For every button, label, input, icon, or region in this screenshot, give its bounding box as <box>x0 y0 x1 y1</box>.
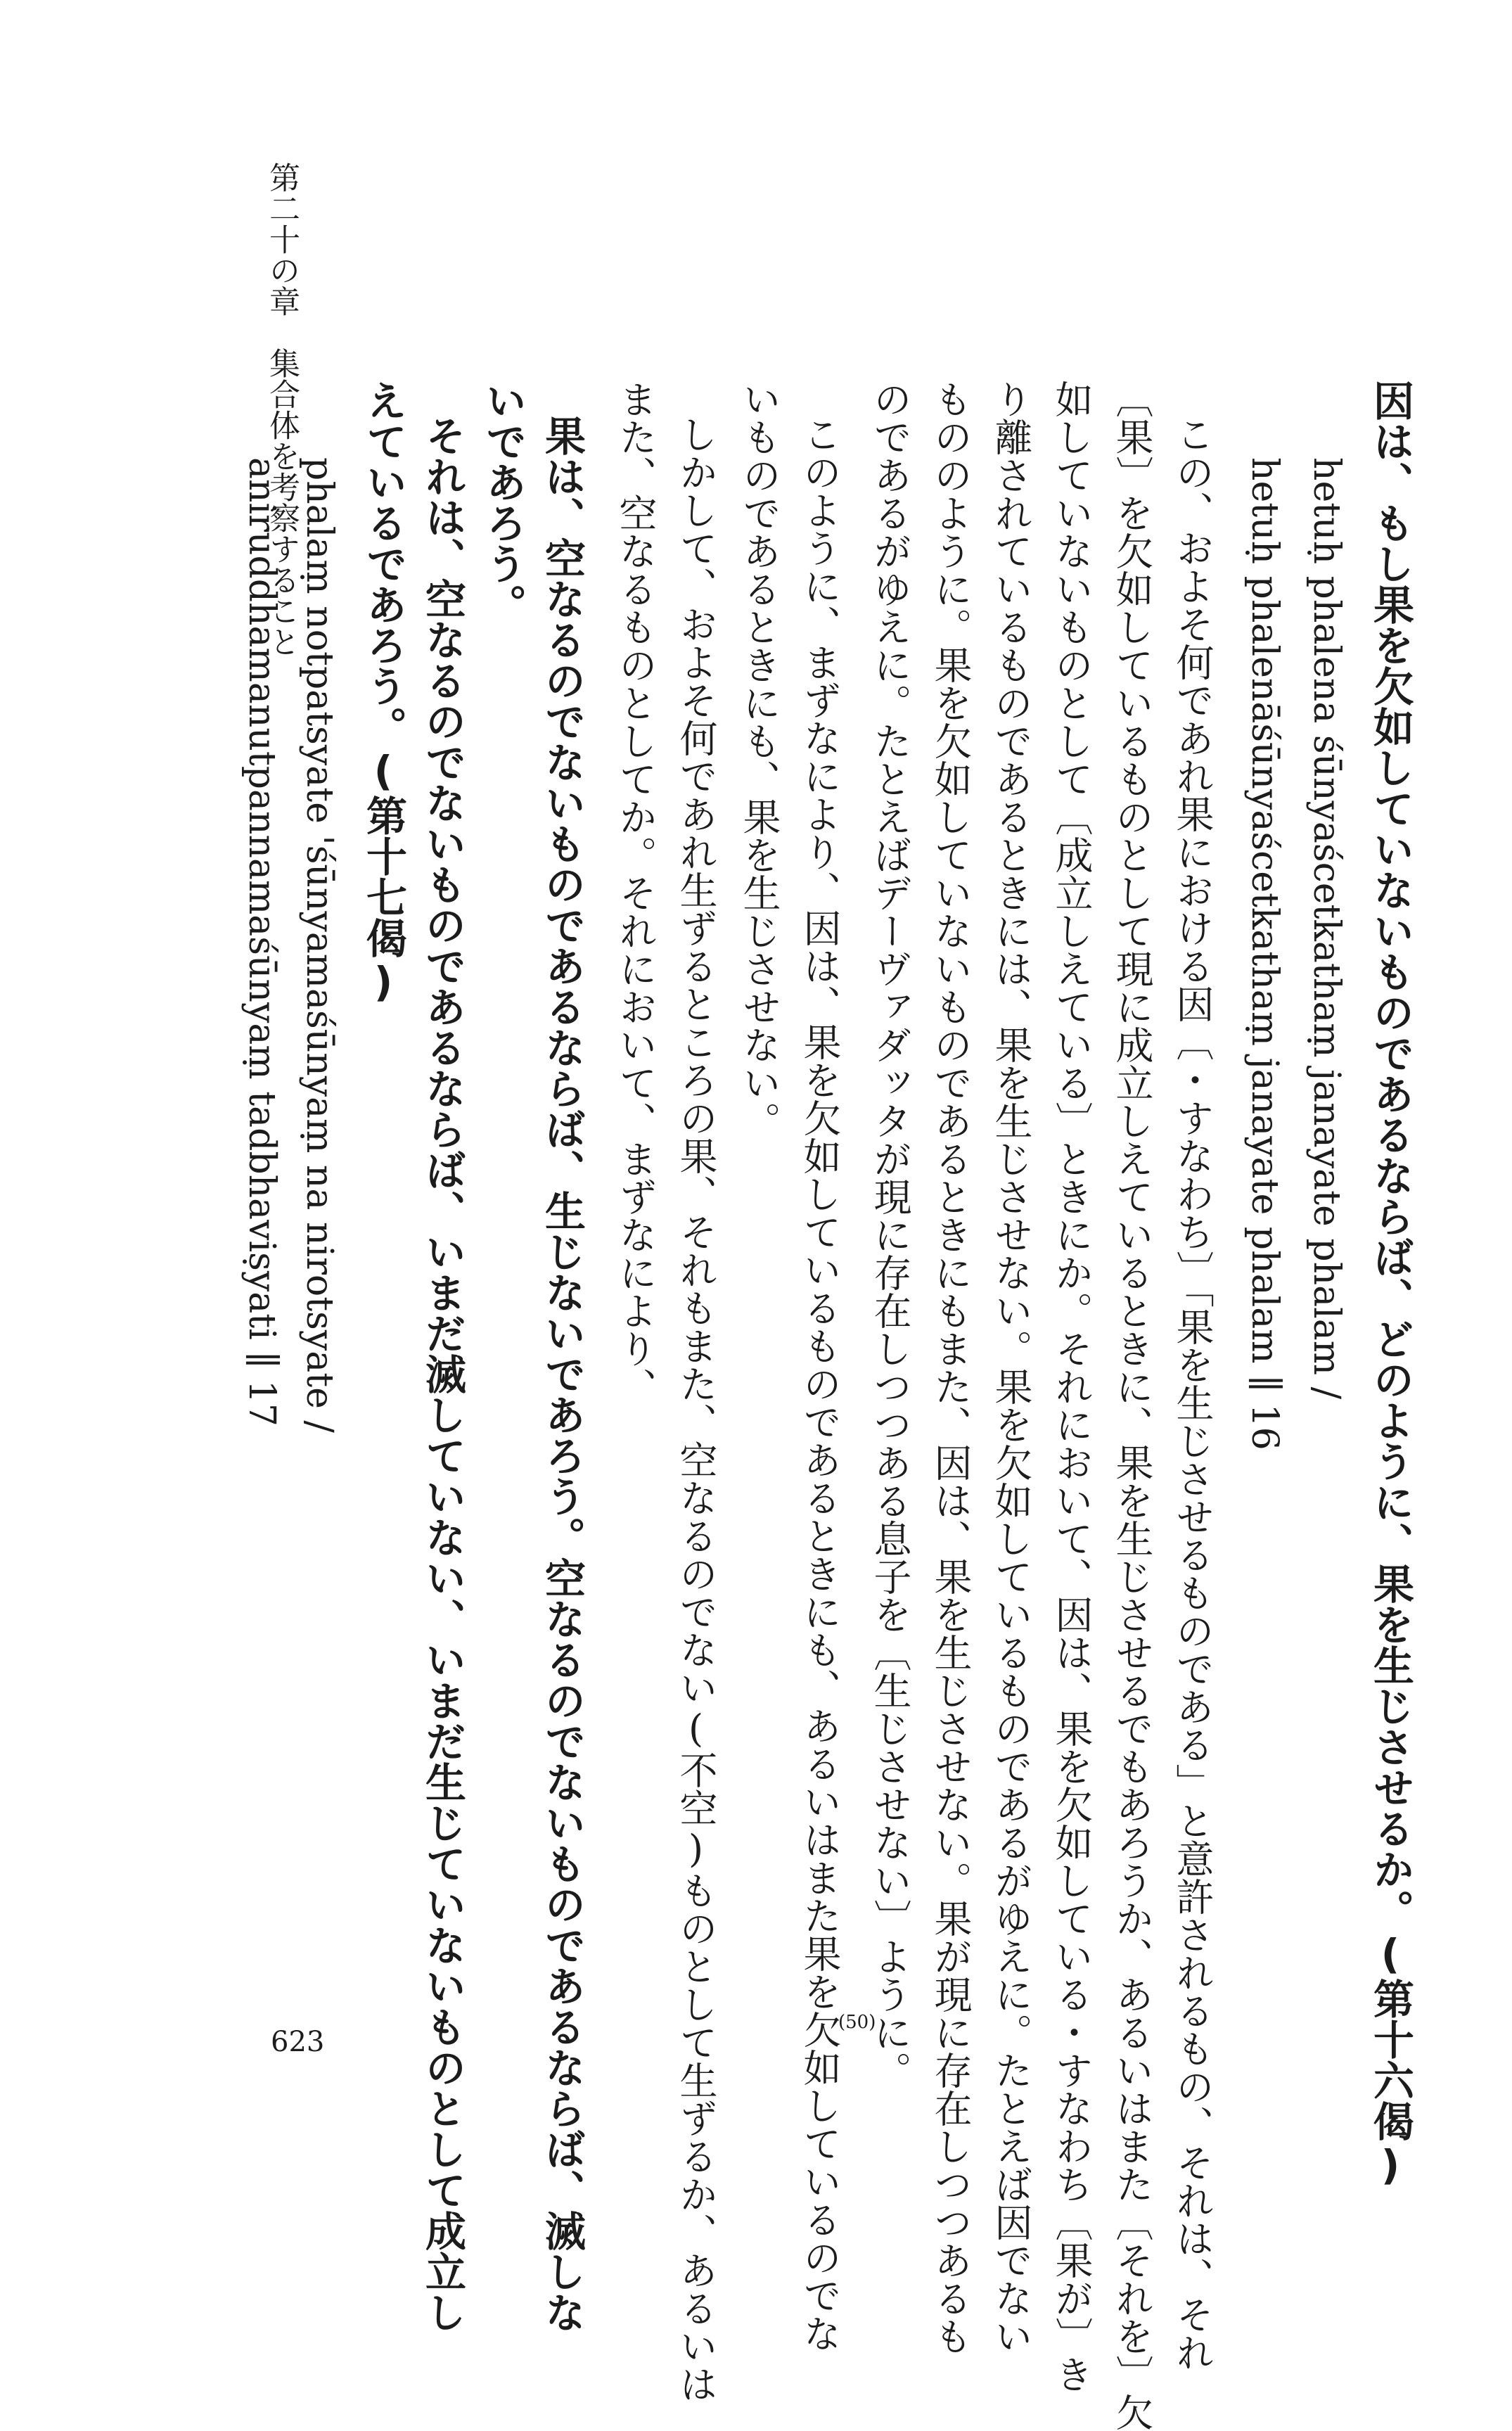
commentary-16-line-6: のであるがゆえに。たとえばデーヴァダッタが現に存在しつつある息子を〔生じさせない〕ように。 <box>868 380 912 2089</box>
verse-17-line-2: いであろう。 <box>479 380 527 625</box>
middle-mark: (50) <box>838 2012 876 2033</box>
commentary-16b-line-1: このように、まずなにより、因は、果を欠如しているものであるときにも、あるいはまた果を欠如しているのでな <box>797 415 842 2352</box>
verse-16-sanskrit-1: hetuḥ phalena śūnyaścetkathaṃ janayate phalam / <box>1305 457 1347 1400</box>
verse-17-line-3: それは、空なるのでないものであるならば、いまだ滅していない、いまだ生じていないものとして成立し <box>418 415 466 2333</box>
commentary-16-line-1: この、およそ何であれ果における因〔・すなわち〕「果を生じさせるものである」と意許されるもの、それは、それ <box>1170 415 1215 2371</box>
verse-17-line-4: えているであろう。(第十七偈) <box>359 380 407 1006</box>
running-header: 第二十の章 集合体を考察すること <box>264 162 300 657</box>
verse-17-sanskrit-1: phalaṃ notpatsyate 'śūnyamaśūnyaṃ na nirotsyate / <box>298 457 340 1433</box>
commentary-16-line-3: 如していないものとして〔成立しえている〕ときにか。それにおいて、因は、果を欠如している・すなわち〔果が〕き <box>1049 380 1094 2393</box>
verse-17-line-1: 果は、空なるのでないものであるならば、生じないであろう。空なるのでないものであるならば、滅しな <box>538 415 586 2333</box>
verse-16-sanskrit-2: hetuḥ phalenāśūnyaścetkathaṃ janayate phalam ∥ 16 <box>1243 457 1286 1450</box>
commentary-16b-line-2: いものであるときにも、果を生じさせない。 <box>737 380 781 1140</box>
commentary-16-line-5: もののように。果を欠如していないものであるときにもまた、因は、果を生じさせない。果が現に存在しつつあるも <box>928 380 973 2355</box>
verse-16-line: 因は、もし果を欠如していないものであるならば、どのように、果を生じさせるか。(第十六偈) <box>1366 380 1414 2189</box>
commentary-16-line-2: 〔果〕を欠如しているものとして現に成立しえているときに、果を生じさせるでもあろうか、あるいはまた〔それを〕欠 <box>1110 380 1154 2431</box>
commentary-16-line-4: り離されているものであるときには、果を生じさせない。果を欠如しているものであるがゆえに。たとえば因でない <box>989 380 1033 2355</box>
page-number: 623 <box>271 2026 325 2058</box>
commentary-16c-line-1: しかして、およそ何であれ生ずるところの果、それもまた、空なるのでない(不空)ものとして生ずるか、あるいは <box>674 415 718 2403</box>
verse-17-sanskrit-2: aniruddhamanutpannamaśūnyaṃ tadbhaviṣyati ∥ 17 <box>241 457 283 1427</box>
commentary-16c-line-2: また、空なるものとしてか。それにおいて、まずなにより、 <box>613 380 658 1405</box>
